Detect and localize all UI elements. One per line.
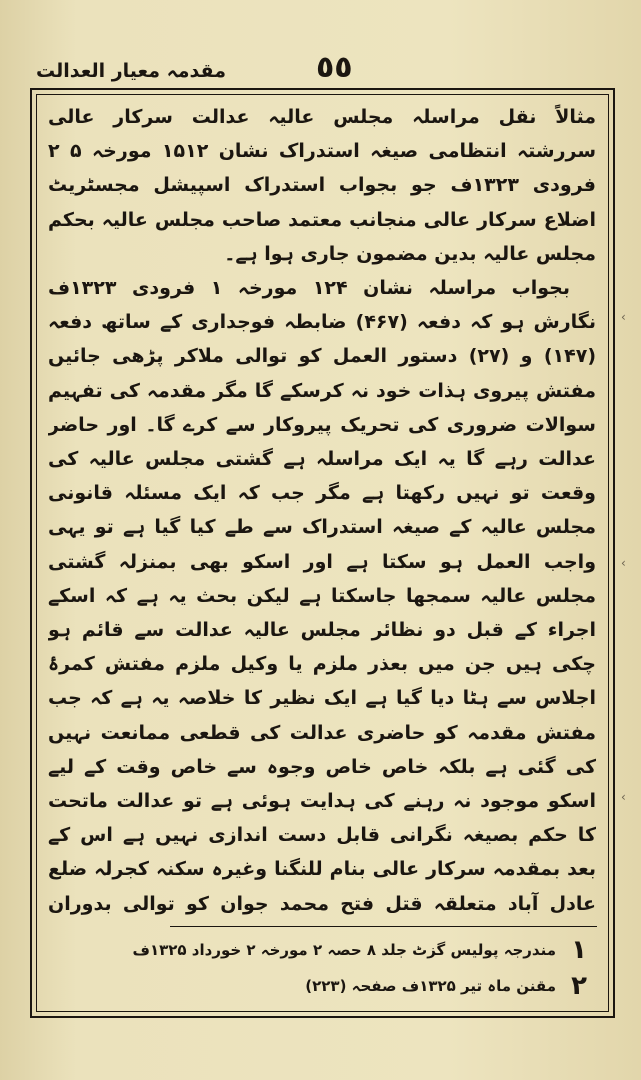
footnote-divider [170, 926, 597, 927]
footnote-marker: ١ [571, 935, 587, 965]
page-edge-mark: ‹ [621, 310, 626, 324]
page-edge-mark: ‹ [621, 556, 626, 570]
page-number: ٥٥ [316, 50, 353, 85]
paragraph-intro: مثالاً نقل مراسلہ مجلس عالیہ عدالت سرکار عالی سررشتہ انتظامی صیغہ استدراک نشان ۱۵۱۲ مورخہ ۵ ۲ فرودی ۱۳۲۳ف جو بجواب استدراک اسپیشل مجسٹریٹ اضلاع سرکار عالی منجانب معتمد صاحب مجلس عالیہ بحکم مجلس عالیہ بدین مضمون جاری ہوا ہے۔ [48, 106, 596, 265]
footnote-text: مقنن ماہ تیر ۱۳۲۵ف صفحہ (۲۲۳) [305, 977, 556, 995]
body-text [48, 100, 596, 922]
page-edge-mark: ‹ [621, 790, 626, 804]
footnote-marker: ٢ [571, 971, 587, 1001]
running-title: مقدمہ معیار العدالت [36, 60, 226, 82]
running-header [36, 50, 605, 86]
footnote-item [48, 932, 596, 968]
paragraph-main: بجواب مراسلہ نشان ۱۲۴ مورخہ ۱ فرودی ۱۳۲۳ف نگارش ہو کہ دفعہ (۴۶۷) ضابطہ فوجداری کے ساتھ دفعہ (۱۴۷) و (۲۷) دستور العمل کو توالی ملاکر پڑھی جائیں مفتش پیروی ہذات خود نہ کرسکے گا مگر مقدمہ کی تفہیم سوالات ضروری کی تحریک پیروکار سے کرے گا۔ اور حاضر عدالت رہے گا یہ ایک مراسلہ ہے گشتی مجلس عالیہ کی وقعت تو نہیں رکھتا ہے مگر جب کہ ایک مسئلہ قانونی مجلس عالیہ کے صیغہ استدراک سے طے کیا گیا ہے تو یہی واجب العمل ہو سکتا ہے اور اسکو بھی بمنزلہ گشتی مجلس عالیہ سمجھا جاسکتا ہے لیکن بحث یہ ہے کہ اسکے اجراء کے قبل دو نظائر مجلس عالیہ عدالت سے قائم ہو چکی ہیں جن میں بعذر ملزم یا وکیل ملزم مفتش کمرۂ اجلاس سے ہٹا دیا گیا ہے ایک نظیر کا خلاصہ یہ ہے کہ جب مفتش مقدمہ کو حاضری عدالت کی قطعی ممانعت نہیں کی گئی ہے بلکہ خاص خاص وجوہ سے خاص وقت کے لیے اسکو موجود نہ رہنے کی ہدایت ہوئی ہے تو عدالت ماتحت کا حکم بصیغہ نگرانی قابل دست اندازی نہیں ہے اس کے بعد بمقدمہ سرکار عالی بنام للنگنا وغیرہ سکنہ کجرلہ ضلع عادل آباد متعلقہ قتل فتح محمد جوان کو توالی بدوران [48, 277, 596, 915]
footnote-text: مندرجہ پولیس گزٹ جلد ۸ حصہ ۲ مورخہ ۲ خورداد ۱۳۲۵ف [132, 941, 556, 959]
footnotes [48, 932, 596, 1004]
footnote-item [48, 968, 596, 1004]
